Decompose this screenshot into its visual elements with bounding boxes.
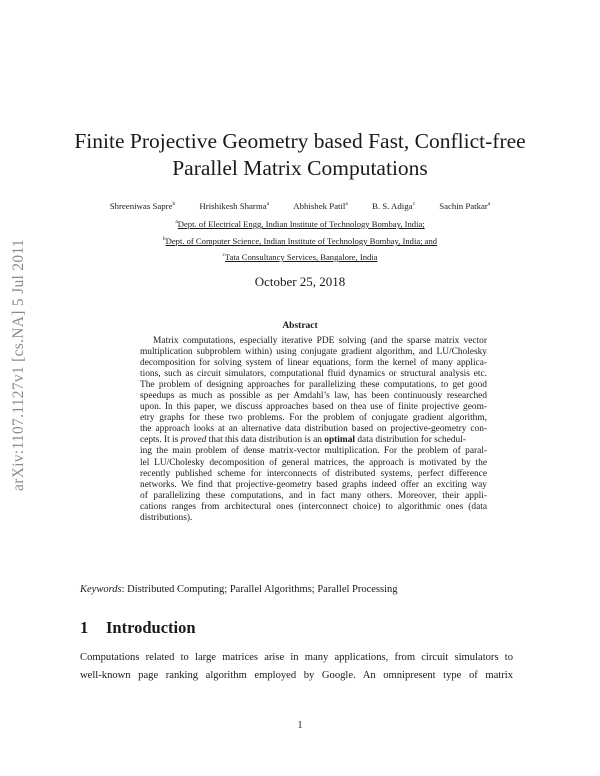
arxiv-id-text: arXiv:1107.1127v1 [cs.NA] 5 Jul 2011 — [10, 239, 28, 491]
section-heading — [80, 618, 196, 638]
paper-date: October 25, 2018 — [254, 274, 346, 289]
affiliation: $^c$Tata Consultancy Services, Bangalore, India — [222, 252, 378, 262]
abstract-line: recently published scheme for interconnects of distributed systems, perfect difference — [140, 468, 487, 479]
abstract-line: cepts. It is proved that this data distribution is an optimal data distribution for schedul- — [140, 435, 466, 446]
abstract-line: etry graphs for these two problems. For the problem of conjugate gradient algorithm, — [140, 413, 487, 424]
body-paragraph — [80, 649, 513, 685]
abstract-line: networks. We find that projective-geometry based graphs indeed offer an exciting way — [140, 479, 487, 490]
author: B. S. Adiga$^c$ — [371, 201, 416, 211]
abstract-line: of parallelizing these computations, and in fact many others. Moreover, their appli- — [140, 490, 487, 501]
abstract-line: the approach looks at an alternative data distribution based on projective-geometry con- — [140, 424, 487, 435]
abstract-heading: Abstract — [282, 321, 318, 331]
abstract-line: upon. In this paper, we discuss approaches based on thea use of finite projective geom- — [140, 402, 487, 413]
abstract-line: decomposition for solving system of linear equations, form the kernel of many applica- — [140, 358, 487, 369]
abstract-line: tions, such as circuit simulators, computational fluid dynamics or structural analysis etc. — [140, 369, 487, 380]
paper-title — [0, 128, 600, 182]
abstract-line: cations ranges from architectural ones (interconnect choice) to algorithmic ones (data — [140, 501, 487, 512]
keywords: Keywords: Distributed Computing; Parallel Algorithms; Parallel Processing — [80, 584, 398, 595]
section-title: Introduction — [106, 618, 196, 637]
body-line: well-known page ranking algorithm employed by Google. An omnipresent type of matrix — [80, 670, 513, 681]
author: Shreeniwas Sapre$^b$ — [109, 201, 176, 211]
page-number: 1 — [297, 720, 303, 731]
abstract-line: The problem of designing approaches for parallelizing these computations, to get good — [140, 380, 487, 391]
body-line: Computations related to large matrices arise in many applications, from circuit simulators to — [80, 652, 513, 663]
affiliation: $^a$Dept. of Electrical Engg, Indian Institute of Technology Bombay, India; — [175, 219, 425, 229]
author-list — [0, 201, 600, 211]
abstract-line: ing the main problem of dense matrix-vector multiplication. For the problem of paral- — [140, 446, 487, 457]
abstract-line: Matrix computations, especially iterative PDE solving (and the sparse matrix vector — [153, 336, 487, 346]
author: Sachin Patkar$^a$ — [439, 201, 491, 211]
abstract-line: lel LU/Cholesky decomposition of general matrices, the approach is motivated by the — [140, 457, 487, 468]
abstract-line: multiplication subproblem within) using conjugate gradient algorithm, and LU/Cholesky — [140, 347, 487, 358]
abstract-line: speedups as much as possible as per Amdahl’s law, has been continuously researched — [140, 391, 487, 402]
title-line-2: Parallel Matrix Computations — [172, 156, 428, 180]
author: Abhishek Patil$^a$ — [293, 201, 348, 211]
abstract-line: distributions). — [140, 512, 193, 523]
keywords-text: Distributed Computing; Parallel Algorithms; Parallel Processing — [127, 584, 398, 595]
affiliation: $^b$Dept. of Computer Science, Indian Institute of Technology Bombay, India; and — [162, 236, 438, 246]
title-line-1: Finite Projective Geometry based Fast, Conflict-free — [74, 129, 526, 153]
section-number: 1 — [80, 618, 89, 637]
author: Hrishikesh Sharma$^a$ — [199, 201, 270, 211]
keywords-label: Keywords — [80, 584, 122, 595]
abstract-body — [140, 336, 487, 524]
